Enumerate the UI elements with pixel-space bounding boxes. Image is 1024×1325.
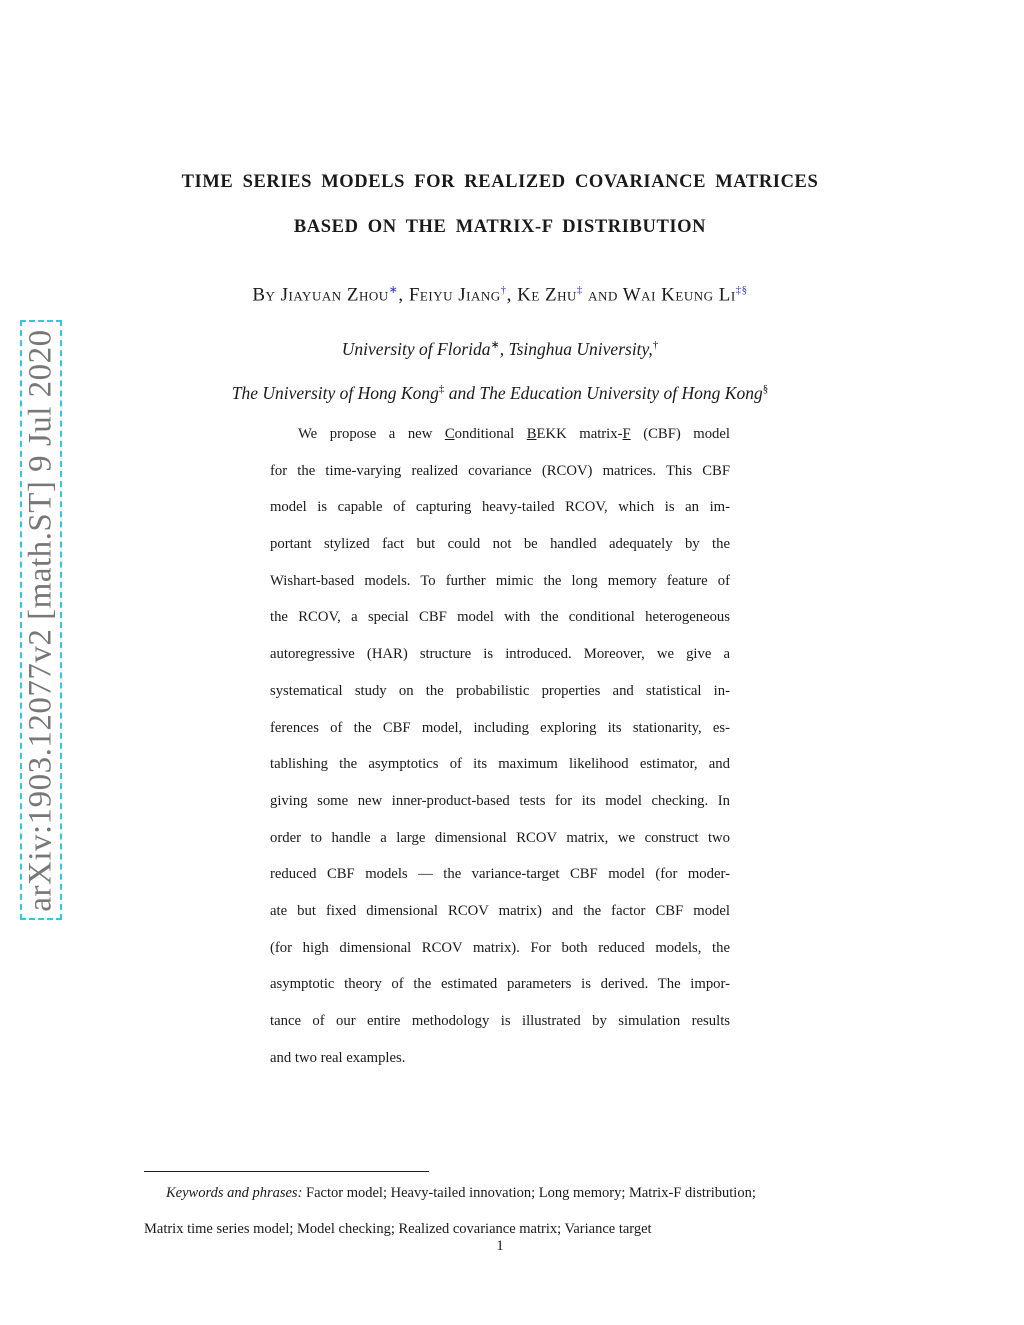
keywords-line: [144, 1175, 856, 1211]
affiliation-line-2: [0, 383, 1000, 404]
abstract-line: portant stylized fact but could not be handled adequately by the: [270, 536, 730, 553]
keywords-label: Keywords and phrases:: [166, 1185, 303, 1201]
affiliation-mark: †: [652, 339, 659, 351]
abstract-line: ferences of the CBF model, including exploring its stationarity, es-: [270, 719, 730, 736]
author-2: Feiyu Jiang: [408, 284, 501, 306]
footnote-rule: [144, 1171, 429, 1172]
affiliation-tsinghua: , Tsinghua University,: [499, 338, 653, 359]
arxiv-identifier-stamp: [20, 320, 62, 920]
keywords-text: Factor model; Heavy-tailed innovation; Long memory; Matrix-F distribution;: [302, 1185, 756, 1201]
author-prefix: By: [252, 284, 281, 306]
acronym-underline: C: [444, 426, 455, 442]
paper-title-line-2: BASED ON THE MATRIX-F DISTRIBUTION: [293, 217, 707, 237]
abstract-line: and two real examples.: [270, 1049, 406, 1066]
abstract-line: (for high dimensional RCOV matrix). For both reduced models, the: [270, 939, 730, 956]
author-3-footnote-mark[interactable]: ‡: [576, 284, 583, 296]
abstract-line: reduced CBF models — the variance-target CBF model (for moder-: [270, 866, 730, 883]
abstract-line: model is capable of capturing heavy-tailed RCOV, which is an im-: [270, 499, 730, 516]
author-separator: ,: [398, 284, 409, 306]
author-4: Wai Keung Li: [622, 284, 736, 306]
affiliation-eduhk: and The Education University of Hong Kong: [444, 383, 763, 403]
abstract-text: onditional: [454, 426, 527, 442]
page-number: 1: [496, 1238, 504, 1254]
abstract-line: for the time-varying realized covariance (RCOV) matrices. This CBF: [270, 462, 730, 479]
abstract-line: systematical study on the probabilistic properties and statistical in-: [270, 682, 730, 699]
paper-title-line-1: TIME SERIES MODELS FOR REALIZED COVARIANCE MATRICES: [181, 172, 819, 192]
keywords-footnote: [144, 1175, 856, 1247]
affiliation-line-1: [0, 338, 1000, 360]
abstract-text: (CBF) model: [630, 426, 730, 442]
abstract-line: tance of our entire methodology is illustrated by simulation results: [270, 1013, 730, 1029]
abstract-line: giving some new inner-product-based tests for its model checking. In: [270, 792, 730, 809]
affiliation-mark: ‡: [438, 383, 445, 396]
affiliation-mark: ∗: [490, 339, 500, 351]
abstract-line: Wishart-based models. To further mimic the long memory feature of: [270, 572, 730, 589]
arxiv-id: arXiv:1903.12077v2 [math.ST] 9 Jul 2020: [22, 328, 59, 912]
affiliation-florida: University of Florida: [341, 338, 491, 359]
author-separator: and: [582, 284, 623, 306]
abstract-line: the RCOV, a special CBF model with the conditional heterogeneous: [270, 609, 730, 626]
abstract-line: order to handle a large dimensional RCOV matrix, we construct two: [270, 829, 730, 846]
abstract-line: tablishing the asymptotics of its maximum likelihood estimator, and: [270, 756, 730, 773]
acronym-underline: F: [622, 426, 631, 442]
abstract-line: ate but fixed dimensional RCOV matrix) and the factor CBF model: [270, 902, 730, 919]
abstract-line: autoregressive (HAR) structure is introduced. Moreover, we give a: [270, 646, 730, 663]
author-4-footnote-mark[interactable]: ‡§: [735, 284, 748, 296]
keywords-line: Matrix time series model; Model checking; Realized covariance matrix; Variance target: [144, 1221, 652, 1237]
acronym-underline: B: [526, 426, 537, 442]
author-separator: ,: [506, 284, 518, 306]
affiliation-hku: The University of Hong Kong: [231, 383, 439, 403]
author-1: Jiayuan Zhou: [280, 284, 389, 306]
author-1-footnote-mark[interactable]: ∗: [388, 284, 399, 296]
abstract-text: We propose a new: [298, 426, 445, 442]
affiliation-mark: §: [762, 383, 769, 396]
author-3: Ke Zhu: [517, 284, 577, 306]
abstract-line: asymptotic theory of the estimated parameters is derived. The impor-: [270, 976, 730, 993]
abstract: [270, 416, 730, 1076]
abstract-text: EKK matrix-: [536, 426, 623, 442]
author-2-footnote-mark[interactable]: †: [500, 284, 507, 296]
author-list: [0, 283, 1000, 306]
abstract-line: [270, 416, 730, 453]
